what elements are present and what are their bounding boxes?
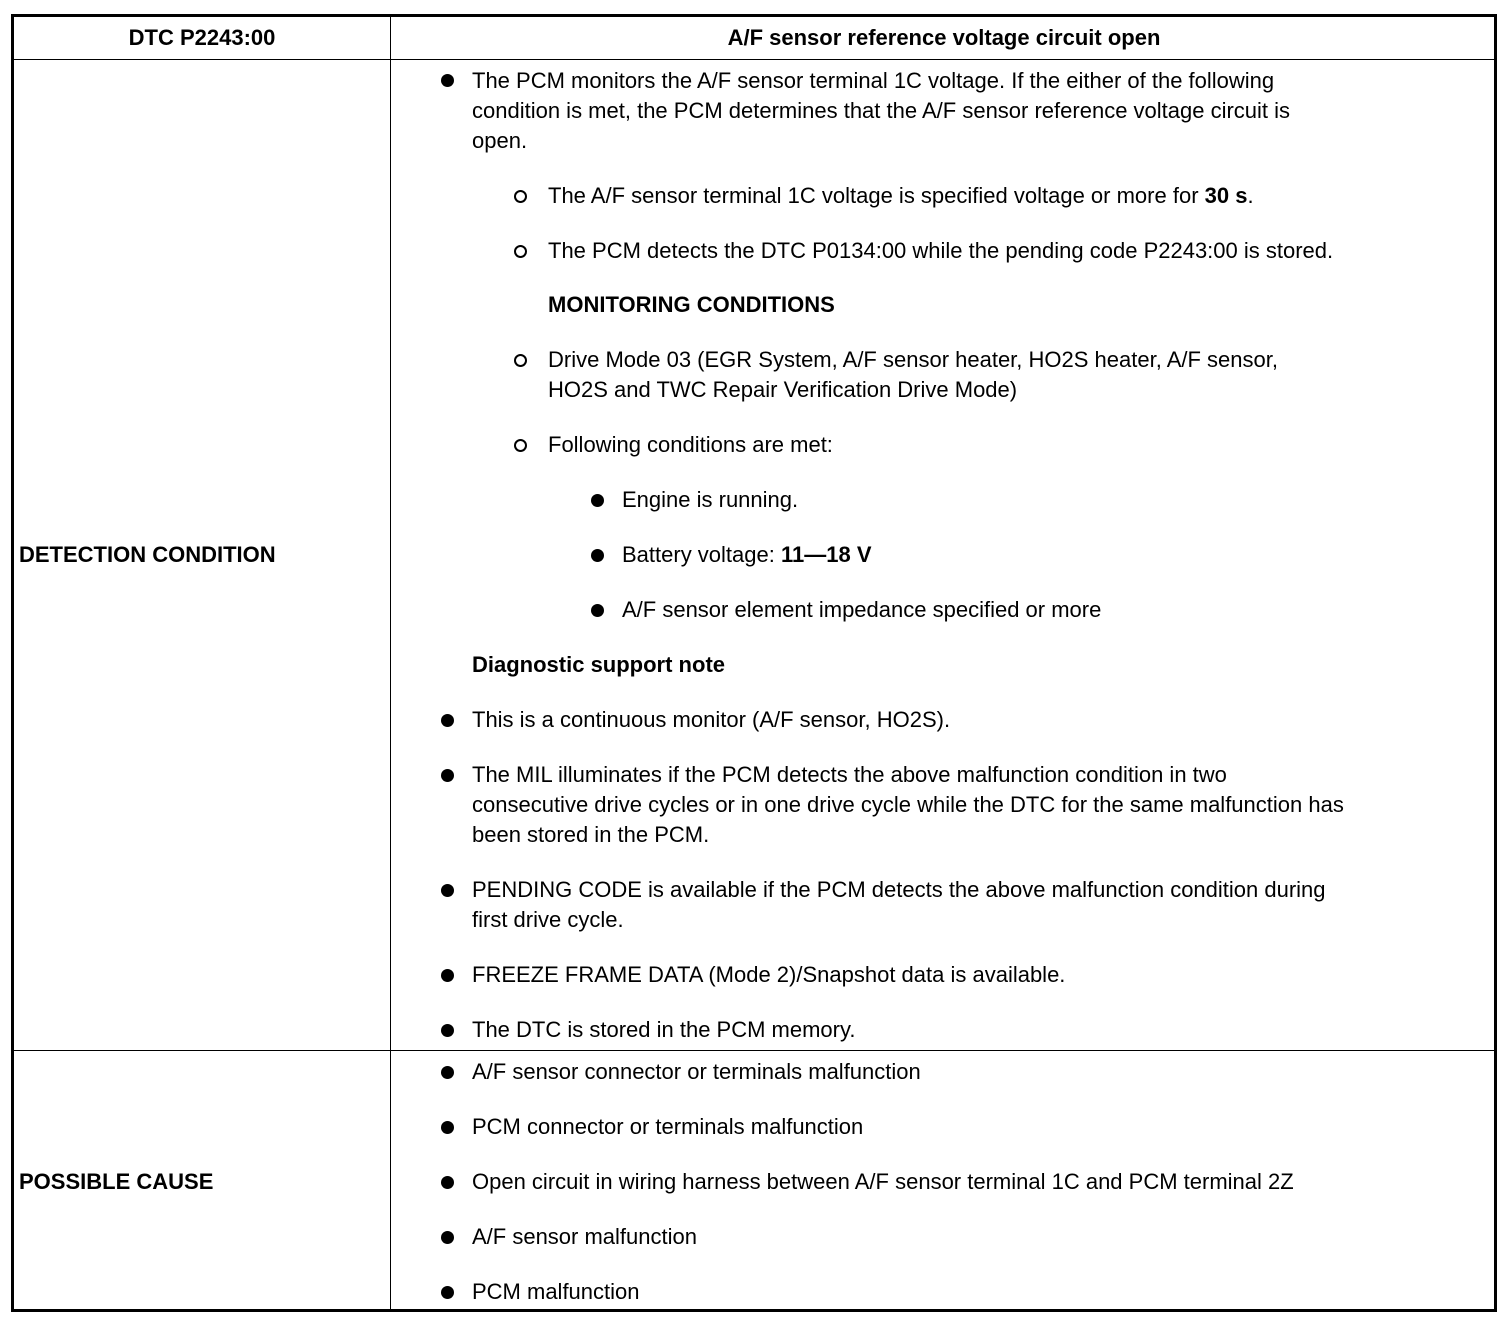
bullet-icon (441, 884, 454, 897)
condition-1: The A/F sensor terminal 1C voltage is specified voltage or more for 30 s. (548, 183, 1254, 208)
bullet-icon (441, 1231, 454, 1244)
bullet-icon (441, 769, 454, 782)
mil-line-2: consecutive drive cycles or in one drive cycle while the DTC for the same malfunction has (472, 792, 1344, 817)
bullet-icon (441, 1024, 454, 1037)
detection-condition-label: DETECTION CONDITION (19, 542, 276, 567)
cause-item: PCM connector or terminals malfunction (472, 1114, 864, 1139)
bullet-icon (441, 969, 454, 982)
bullet-icon (441, 1121, 454, 1134)
continuous-monitor: This is a continuous monitor (A/F sensor, HO2S). (472, 707, 951, 732)
pending-line-1: PENDING CODE is available if the PCM detects the above malfunction condition during (472, 877, 1326, 902)
bullet-icon (591, 604, 604, 617)
freeze-frame: FREEZE FRAME DATA (Mode 2)/Snapshot data is available. (472, 962, 1066, 987)
cause-item: A/F sensor malfunction (472, 1224, 697, 1249)
cause-item: Open circuit in wiring harness between A/F sensor terminal 1C and PCM terminal 2Z (472, 1169, 1294, 1194)
possible-cause-label: POSSIBLE CAUSE (19, 1169, 214, 1194)
bullet-icon (591, 494, 604, 507)
cause-item: PCM malfunction (472, 1279, 640, 1304)
drive-mode-line-2: HO2S and TWC Repair Verification Drive Mode) (548, 377, 1018, 402)
dtc-stored: The DTC is stored in the PCM memory. (472, 1017, 856, 1042)
sub-bullet-icon (514, 354, 527, 367)
engine-running: Engine is running. (622, 487, 799, 512)
pending-line-2: first drive cycle. (472, 907, 624, 932)
bullet-icon (441, 74, 454, 87)
header-row-divider (11, 59, 1497, 60)
bullet-icon (441, 1066, 454, 1079)
diagnostic-support-heading: Diagnostic support note (472, 652, 725, 677)
bullet-icon (441, 1286, 454, 1299)
mil-line-3: been stored in the PCM. (472, 822, 710, 847)
battery-voltage: Battery voltage: 11—18 V (622, 542, 872, 567)
condition-2: The PCM detects the DTC P0134:00 while the pending code P2243:00 is stored. (548, 238, 1334, 263)
sub-bullet-icon (514, 190, 527, 203)
bullet-icon (441, 1176, 454, 1189)
dtc-title-header: A/F sensor reference voltage circuit open (727, 25, 1161, 50)
mil-line-1: The MIL illuminates if the PCM detects the above malfunction condition in two (472, 762, 1227, 787)
column-divider (390, 14, 391, 1312)
intro-line-3: open. (472, 128, 528, 153)
dtc-code-header: DTC P2243:00 (128, 25, 276, 50)
intro-line-2: condition is met, the PCM determines that the A/F sensor reference voltage circuit is (472, 98, 1291, 123)
following-conditions: Following conditions are met: (548, 432, 833, 457)
intro-line-1: The PCM monitors the A/F sensor terminal 1C voltage. If the either of the following (472, 68, 1275, 93)
sub-bullet-icon (514, 439, 527, 452)
bullet-icon (591, 549, 604, 562)
bullet-icon (441, 714, 454, 727)
drive-mode-line-1: Drive Mode 03 (EGR System, A/F sensor heater, HO2S heater, A/F sensor, (548, 347, 1278, 372)
monitoring-conditions-heading: MONITORING CONDITIONS (548, 292, 835, 317)
section-divider (11, 1050, 1497, 1051)
sub-bullet-icon (514, 245, 527, 258)
cause-item: A/F sensor connector or terminals malfunction (472, 1059, 921, 1084)
impedance: A/F sensor element impedance specified or more (622, 597, 1102, 622)
